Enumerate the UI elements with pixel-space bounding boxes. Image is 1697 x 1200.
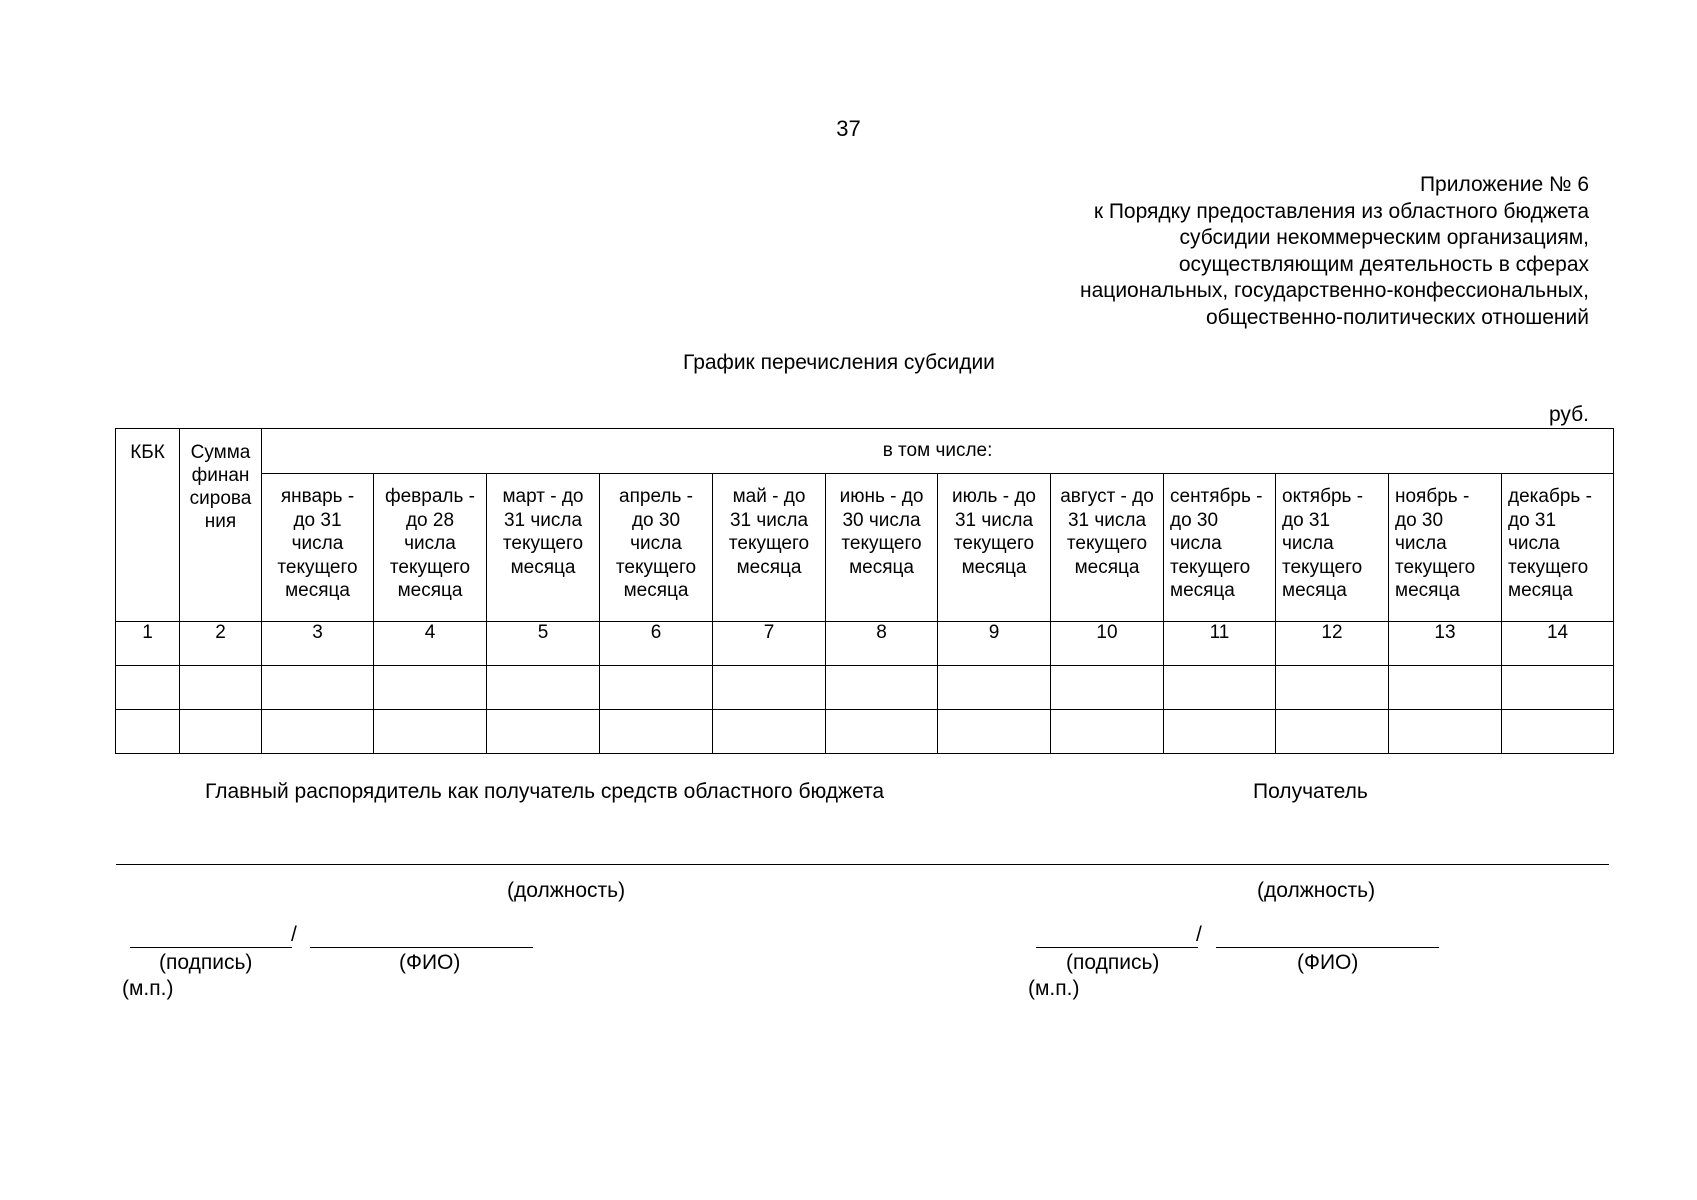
month-header-line: текущего <box>953 533 1035 554</box>
month-header-line: числа <box>630 533 682 554</box>
month-header-line: числа <box>1395 533 1447 554</box>
table-cell[interactable] <box>180 666 262 710</box>
table-cell[interactable] <box>1164 666 1276 710</box>
appendix-line: общественно-политических отношений <box>1205 305 1589 329</box>
month-header-line: текущего <box>728 533 810 554</box>
right-stamp-label: (м.п.) <box>1028 977 1080 1000</box>
column-number-cell: 11 <box>1164 622 1276 666</box>
table-cell[interactable] <box>938 710 1051 754</box>
column-number-cell: 14 <box>1502 622 1614 666</box>
month-header-line: месяца <box>285 580 350 601</box>
month-header-line: январь - <box>280 486 355 507</box>
table-cell[interactable] <box>600 710 713 754</box>
month-header <box>262 474 374 622</box>
left-name-line <box>310 947 533 948</box>
month-header-line: месяца <box>623 580 689 601</box>
header-sum-line: Сумма <box>190 442 251 463</box>
month-header-line: числа <box>1508 533 1560 554</box>
month-header-line: июнь - до <box>839 486 924 507</box>
table-cell[interactable] <box>713 666 826 710</box>
month-header-line: до 30 <box>1395 509 1444 531</box>
header-sum <box>180 429 262 622</box>
right-signature-line <box>1036 947 1198 948</box>
month-header-line: месяца <box>397 580 463 601</box>
table-cell[interactable] <box>262 710 374 754</box>
month-header-line: февраль - <box>384 486 476 507</box>
month-header <box>1051 474 1164 622</box>
month-header-line: июль - до <box>952 486 1036 507</box>
table-cell[interactable] <box>713 710 826 754</box>
month-header-line: текущего <box>277 556 358 578</box>
table-cell[interactable] <box>487 666 600 710</box>
table-cell[interactable] <box>1389 710 1502 754</box>
column-number-cell: 8 <box>826 622 938 666</box>
month-header <box>1164 474 1276 622</box>
month-header-line: числа <box>404 533 456 554</box>
column-number-cell: 5 <box>487 622 600 666</box>
month-header <box>1389 474 1502 622</box>
month-header-line: текущего <box>1395 556 1476 578</box>
month-header-line: месяца <box>1170 580 1235 601</box>
month-header-line: октябрь - <box>1282 486 1364 507</box>
month-header-line: декабрь - <box>1508 486 1592 507</box>
column-number-cell: 9 <box>938 622 1051 666</box>
table-cell[interactable] <box>374 666 487 710</box>
appendix-line: субсидии некоммерческим организациям, <box>1179 226 1589 249</box>
month-header-line: текущего <box>615 556 697 578</box>
table-cell[interactable] <box>1389 666 1502 710</box>
month-header-line: 31 числа <box>1067 509 1147 531</box>
left-separator: / <box>291 923 297 946</box>
month-header-line: август - до <box>1060 486 1154 507</box>
month-header-line: текущего <box>1282 556 1363 578</box>
month-header-line: до 30 <box>631 509 681 531</box>
month-header-row <box>116 474 1614 622</box>
left-name-label: (ФИО) <box>399 951 461 974</box>
header-sum-line: сирова <box>189 488 252 509</box>
month-header-line: 30 числа <box>842 509 921 531</box>
month-header-line: до 31 <box>1282 509 1331 531</box>
column-number-cell: 2 <box>180 622 262 666</box>
month-header <box>938 474 1051 622</box>
table-cell[interactable] <box>1502 710 1614 754</box>
header-sum-line: финан <box>191 465 250 486</box>
month-header-line: 31 числа <box>954 509 1034 531</box>
month-header-line: месяца <box>510 556 576 578</box>
column-number-cell: 7 <box>713 622 826 666</box>
month-header-line: до 30 <box>1170 509 1219 531</box>
month-header-line: месяца <box>1508 580 1573 601</box>
appendix-header <box>1080 172 1589 331</box>
month-header-line: текущего <box>1170 556 1251 578</box>
column-number-cell: 12 <box>1276 622 1389 666</box>
month-header-line: числа <box>291 533 344 554</box>
table-row <box>116 666 1614 710</box>
left-signature-line <box>130 947 292 948</box>
right-name-label: (ФИО) <box>1297 951 1359 974</box>
month-header <box>1502 474 1614 622</box>
table-cell[interactable] <box>826 710 938 754</box>
table-cell[interactable] <box>374 710 487 754</box>
month-header-line: до 28 <box>405 509 455 531</box>
table-body <box>116 622 1614 754</box>
table-cell[interactable] <box>1276 666 1389 710</box>
month-header-line: до 31 <box>1508 509 1557 531</box>
table-cell[interactable] <box>116 666 180 710</box>
table-cell[interactable] <box>116 710 180 754</box>
month-header-line: текущего <box>502 533 584 554</box>
month-header <box>487 474 600 622</box>
position-line <box>116 864 1609 865</box>
column-number-cell: 3 <box>262 622 374 666</box>
table-cell[interactable] <box>1502 666 1614 710</box>
document-title: График перечисления субсидии <box>683 351 995 374</box>
table-cell[interactable] <box>487 710 600 754</box>
table-row <box>116 710 1614 754</box>
column-number-cell: 13 <box>1389 622 1502 666</box>
right-signature-label: (подпись) <box>1066 951 1160 974</box>
appendix-line: к Порядку предоставления из областного бюджета <box>1093 199 1589 223</box>
chief-administrator-title: Главный распорядитель как получатель средств областного бюджета <box>205 780 885 803</box>
month-header <box>1276 474 1389 622</box>
table-cell[interactable] <box>826 666 938 710</box>
table-cell[interactable] <box>1051 666 1164 710</box>
month-header-line: ноябрь - <box>1395 486 1470 507</box>
month-header-line: 31 числа <box>503 509 583 531</box>
month-header <box>713 474 826 622</box>
month-header-line: месяца <box>961 556 1027 578</box>
month-header-line: текущего <box>841 533 922 554</box>
month-header <box>826 474 938 622</box>
appendix-line: национальных, государственно-конфессиональных, <box>1080 279 1589 302</box>
right-name-line <box>1216 947 1439 948</box>
header-including: в том числе: <box>262 429 1614 474</box>
right-separator: / <box>1196 923 1202 946</box>
left-position-label: (должность) <box>507 879 626 902</box>
column-number-cell: 6 <box>600 622 713 666</box>
payment-schedule-table <box>115 428 1614 754</box>
column-number-row <box>116 622 1614 666</box>
table-cell[interactable] <box>1164 710 1276 754</box>
month-header-line: текущего <box>389 556 471 578</box>
table-cell[interactable] <box>180 710 262 754</box>
header-sum-line: ния <box>204 511 237 532</box>
table-cell[interactable] <box>262 666 374 710</box>
month-header-line: числа <box>1170 533 1222 554</box>
column-number-cell: 1 <box>116 622 180 666</box>
month-header-line: март - до <box>502 486 584 507</box>
table-cell[interactable] <box>600 666 713 710</box>
header-kbk: КБК <box>116 429 180 622</box>
appendix-line: осуществляющим деятельность в сферах <box>1178 252 1589 276</box>
table-cell[interactable] <box>1051 710 1164 754</box>
appendix-line: Приложение № 6 <box>1419 173 1589 196</box>
month-header <box>600 474 713 622</box>
month-header-line: месяца <box>736 556 802 578</box>
left-stamp-label: (м.п.) <box>122 977 174 1000</box>
column-number-cell: 4 <box>374 622 487 666</box>
month-header-line: месяца <box>1395 580 1460 601</box>
month-header-line: текущего <box>1066 533 1148 554</box>
month-header-line: текущего <box>1508 556 1589 578</box>
page-number: 37 <box>836 116 861 141</box>
month-header-line: сентябрь - <box>1170 486 1263 507</box>
recipient-title: Получатель <box>1253 780 1368 803</box>
column-number-cell: 10 <box>1051 622 1164 666</box>
right-position-label: (должность) <box>1257 879 1376 902</box>
table-cell[interactable] <box>938 666 1051 710</box>
month-header-line: 31 числа <box>729 509 809 531</box>
month-header-line: до 31 <box>293 509 342 531</box>
month-header-line: месяца <box>1282 580 1347 601</box>
month-header <box>374 474 487 622</box>
table-cell[interactable] <box>1276 710 1389 754</box>
currency-units: руб. <box>1548 403 1589 426</box>
month-header-line: числа <box>1282 533 1334 554</box>
month-header-line: месяца <box>849 556 914 578</box>
month-header-line: месяца <box>1074 556 1140 578</box>
month-header-line: апрель - <box>619 486 693 507</box>
left-signature-label: (подпись) <box>159 951 253 974</box>
month-header-line: май - до <box>732 486 806 507</box>
